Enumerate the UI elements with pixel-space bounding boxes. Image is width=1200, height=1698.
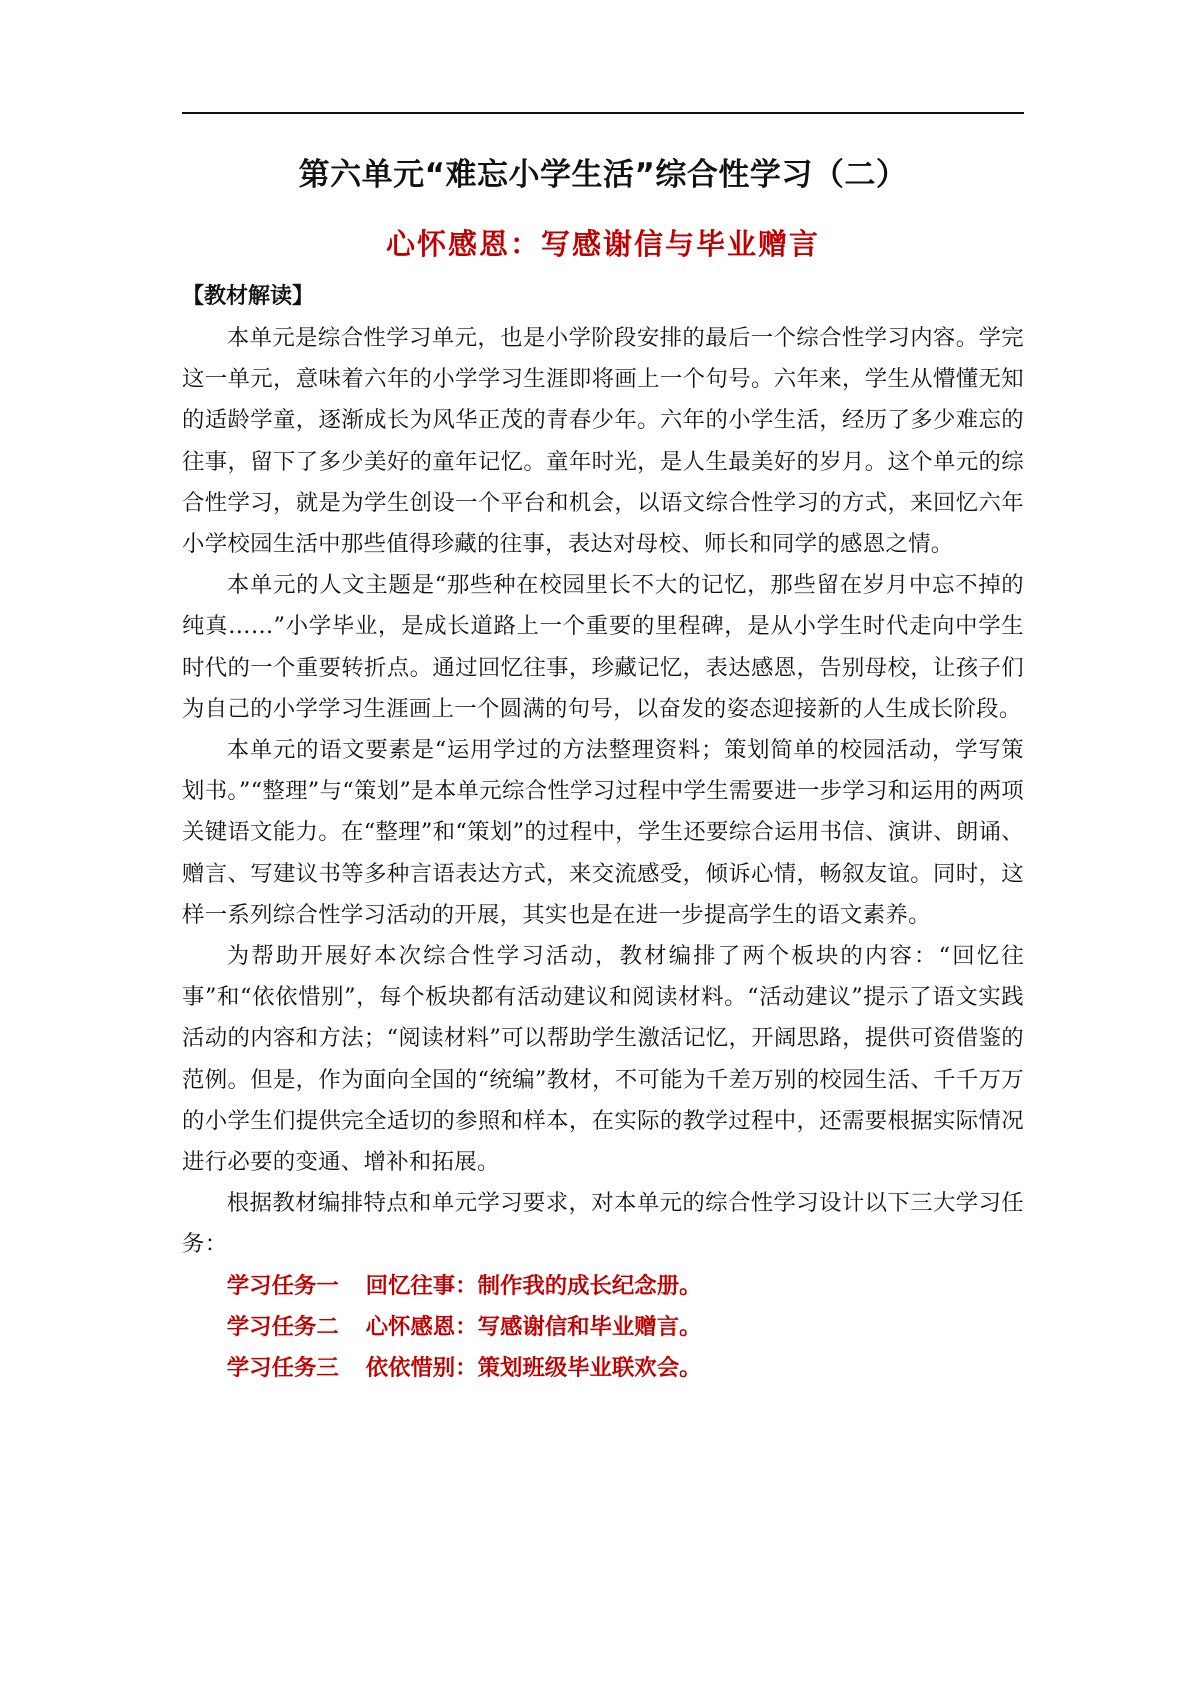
task-number: 学习任务二 [226,1313,339,1340]
task-text: 回忆往事：制作我的成长纪念册。 [365,1272,702,1299]
task-item-3 [182,1348,1024,1389]
section-heading: 【教材解读】 [182,284,315,309]
task-item-2 [182,1307,1024,1348]
document-subtitle: 心怀感恩：写感谢信与毕业赠言 [385,227,820,261]
paragraph-2: 本单元的人文主题是“那些种在校园里长不大的记忆，那些留在岁月中忘不掉的纯真……”小学毕业，是成长道路上一个重要的里程碑，是从小学生时代走向中学生时代的一个重要转折点。通过回忆往事，珍藏记忆，表达感恩，告别母校，让孩子们为自己的小学学习生涯画上一个圆满的句号，以奋发的姿态迎接新的人生成长阶段。 [182,572,1024,722]
task-number: 学习任务一 [226,1272,339,1299]
paragraph-5: 根据教材编排特点和单元学习要求，对本单元的综合性学习设计以下三大学习任务： [182,1190,1024,1258]
header-rule [182,112,1024,114]
paragraph-3: 本单元的语文要素是“运用学过的方法整理资料；策划简单的校园活动，学写策划书。”“整理”与“策划”是本单元综合性学习过程中学生需要进一步学习和运用的两项关键语文能力。在“整理”和“策划”的过程中，学生还要综合运用书信、演讲、朗诵、赠言、写建议书等多种言语表达方式，来交流感受，倾诉心情，畅叙友谊。同时，这样一系列综合性学习活动的开展，其实也是在进一步提高学生的语文素养。 [182,737,1024,928]
body-text [182,318,1024,1389]
task-list [182,1266,1024,1390]
task-number: 学习任务三 [226,1355,339,1382]
task-item-1 [182,1266,1024,1307]
paragraph-1: 本单元是综合性学习单元，也是小学阶段安排的最后一个综合性学习内容。学完这一单元，意味着六年的小学学习生涯即将画上一个句号。六年来，学生从懵懂无知的适龄学童，逐渐成长为风华正茂的青春少年。六年的小学生活，经历了多少难忘的往事，留下了多少美好的童年记忆。童年时光，是人生最美好的岁月。这个单元的综合性学习，就是为学生创设一个平台和机会，以语文综合性学习的方式，来回忆六年小学校园生活中那些值得珍藏的往事，表达对母校、师长和同学的感恩之情。 [182,325,1024,558]
task-text: 依依惜别：策划班级毕业联欢会。 [365,1355,702,1382]
task-text: 心怀感恩：写感谢信和毕业赠言。 [365,1313,702,1340]
document-title: 第六单元“难忘小学生活”综合性学习（二） [298,157,908,193]
paragraph-4: 为帮助开展好本次综合性学习活动，教材编排了两个板块的内容：“回忆往事”和“依依惜别”，每个板块都有活动建议和阅读材料。“活动建议”提示了语文实践活动的内容和方法；“阅读材料”可以帮助学生激活记忆，开阔思路，提供可资借鉴的范例。但是，作为面向全国的“统编”教材，不可能为千差万别的校园生活、千千万万的小学生们提供完全适切的参照和样本，在实际的教学过程中，还需要根据实际情况进行必要的变通、增补和拓展。 [182,943,1024,1176]
